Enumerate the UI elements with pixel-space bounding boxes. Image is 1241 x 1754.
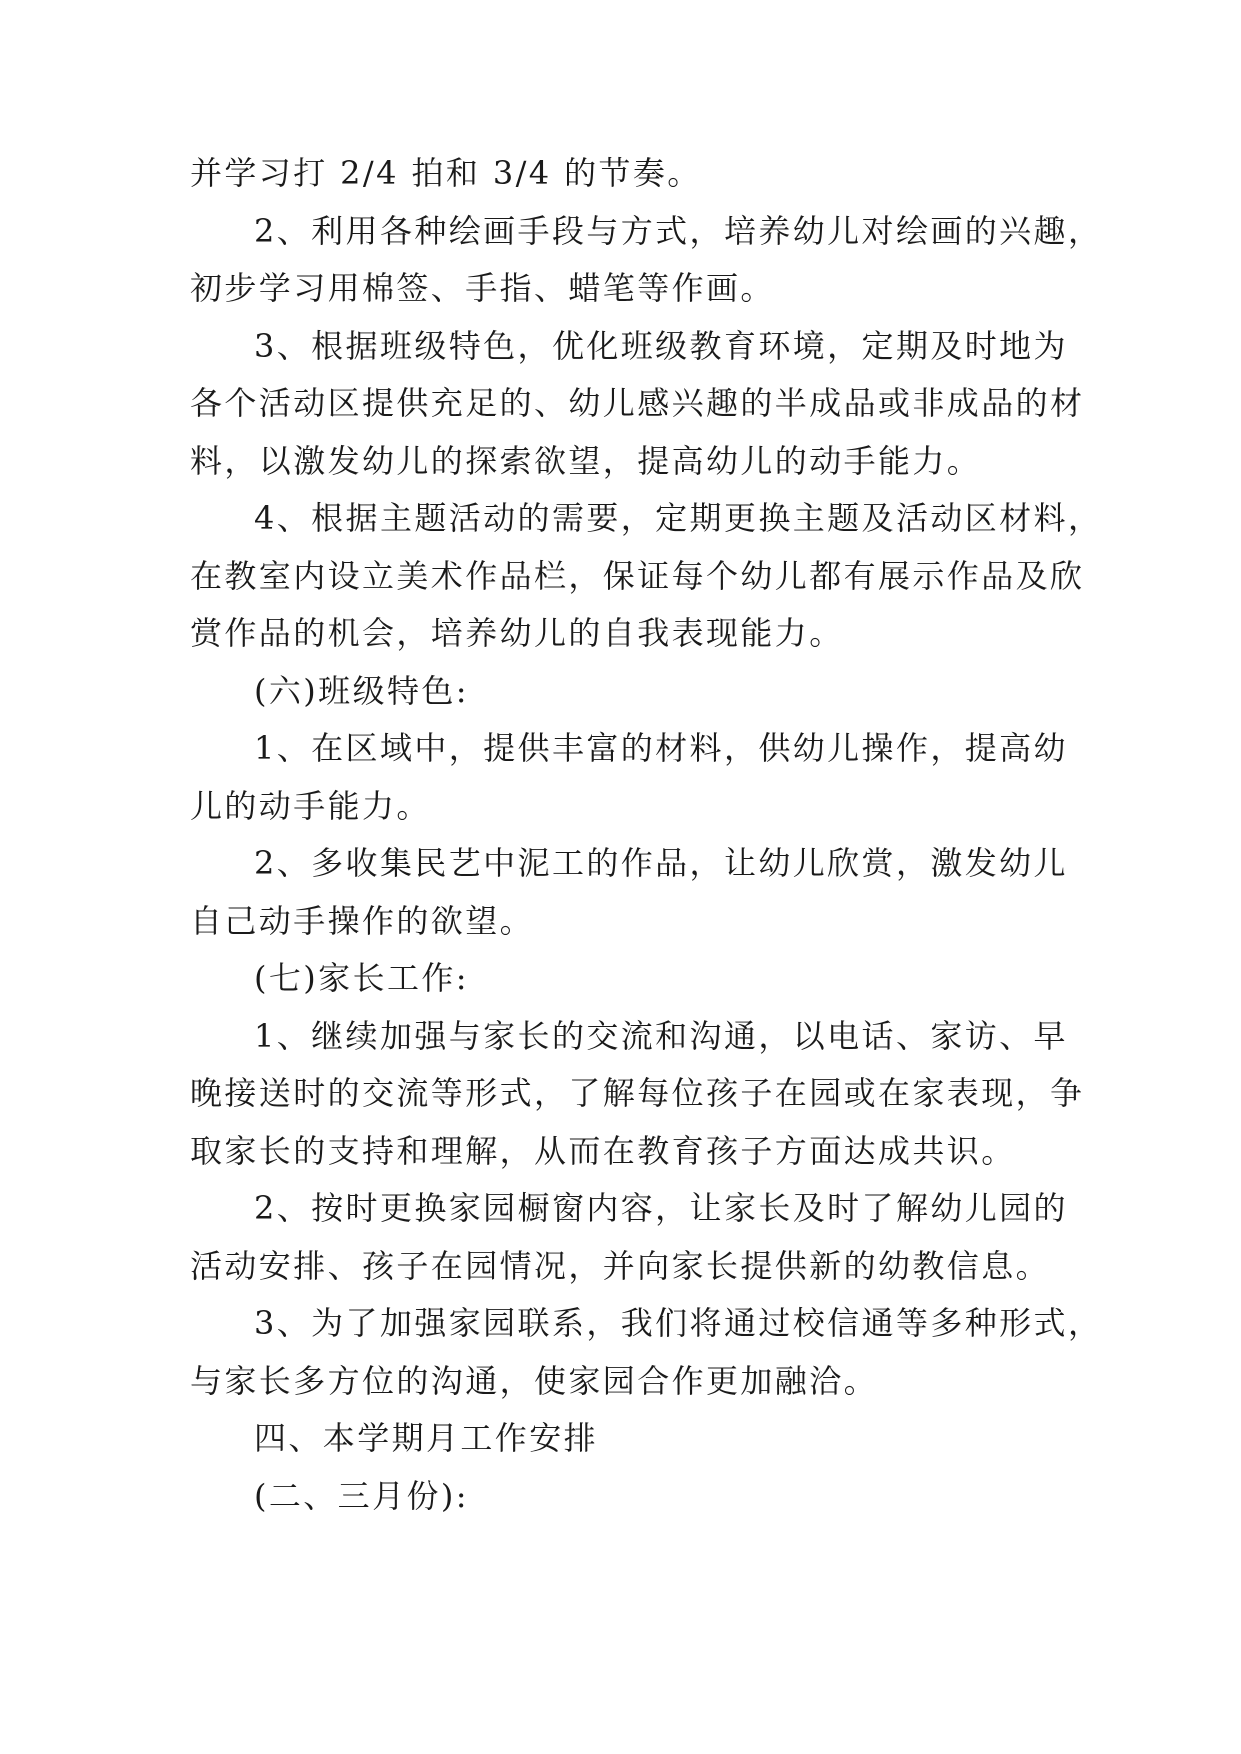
paragraph-first-line: 4、根据主题活动的需要，定期更换主题及活动区材料， bbox=[254, 499, 1103, 537]
section-heading: (二、三月份): bbox=[254, 1477, 469, 1515]
paragraph-first-line: 2、利用各种绘画手段与方式，培养幼儿对绘画的兴趣， bbox=[254, 212, 1103, 250]
paragraph-first-line: 1、继续加强与家长的交流和沟通，以电话、家访、早 bbox=[254, 1017, 1068, 1055]
section-heading: 四、本学期月工作安排 bbox=[254, 1419, 599, 1457]
text-line: 在教室内设立美术作品栏，保证每个幼儿都有展示作品及欣 bbox=[190, 557, 1085, 595]
section-heading: (七)家长工作: bbox=[254, 959, 469, 997]
paragraph-first-line: 1、在区域中，提供丰富的材料，供幼儿操作，提高幼 bbox=[254, 729, 1068, 767]
paragraph-first-line: 3、为了加强家园联系，我们将通过校信通等多种形式， bbox=[254, 1304, 1103, 1342]
text-line: 料，以激发幼儿的探索欲望，提高幼儿的动手能力。 bbox=[190, 442, 982, 480]
text-line: 取家长的支持和理解，从而在教育孩子方面达成共识。 bbox=[190, 1132, 1016, 1170]
text-line: 赏作品的机会，培养幼儿的自我表现能力。 bbox=[190, 614, 844, 652]
text-line: 各个活动区提供充足的、幼儿感兴趣的半成品或非成品的材 bbox=[190, 384, 1085, 422]
text-line: 初步学习用棉签、手指、蜡笔等作画。 bbox=[190, 269, 775, 307]
paragraph-first-line: 3、根据班级特色，优化班级教育环境，定期及时地为 bbox=[254, 327, 1068, 365]
text-line: 儿的动手能力。 bbox=[190, 787, 431, 825]
section-heading: (六)班级特色: bbox=[254, 672, 469, 710]
text-line: 自己动手操作的欲望。 bbox=[190, 902, 535, 940]
paragraph-first-line: 2、多收集民艺中泥工的作品，让幼儿欣赏，激发幼儿 bbox=[254, 844, 1068, 882]
text-line: 并学习打 2/4 拍和 3/4 的节奏。 bbox=[190, 154, 702, 192]
text-line: 活动安排、孩子在园情况，并向家长提供新的幼教信息。 bbox=[190, 1247, 1051, 1285]
text-line: 与家长多方位的沟通，使家园合作更加融洽。 bbox=[190, 1362, 879, 1400]
text-line: 晚接送时的交流等形式，了解每位孩子在园或在家表现，争 bbox=[190, 1074, 1085, 1112]
paragraph-first-line: 2、按时更换家园橱窗内容，让家长及时了解幼儿园的 bbox=[254, 1189, 1068, 1227]
